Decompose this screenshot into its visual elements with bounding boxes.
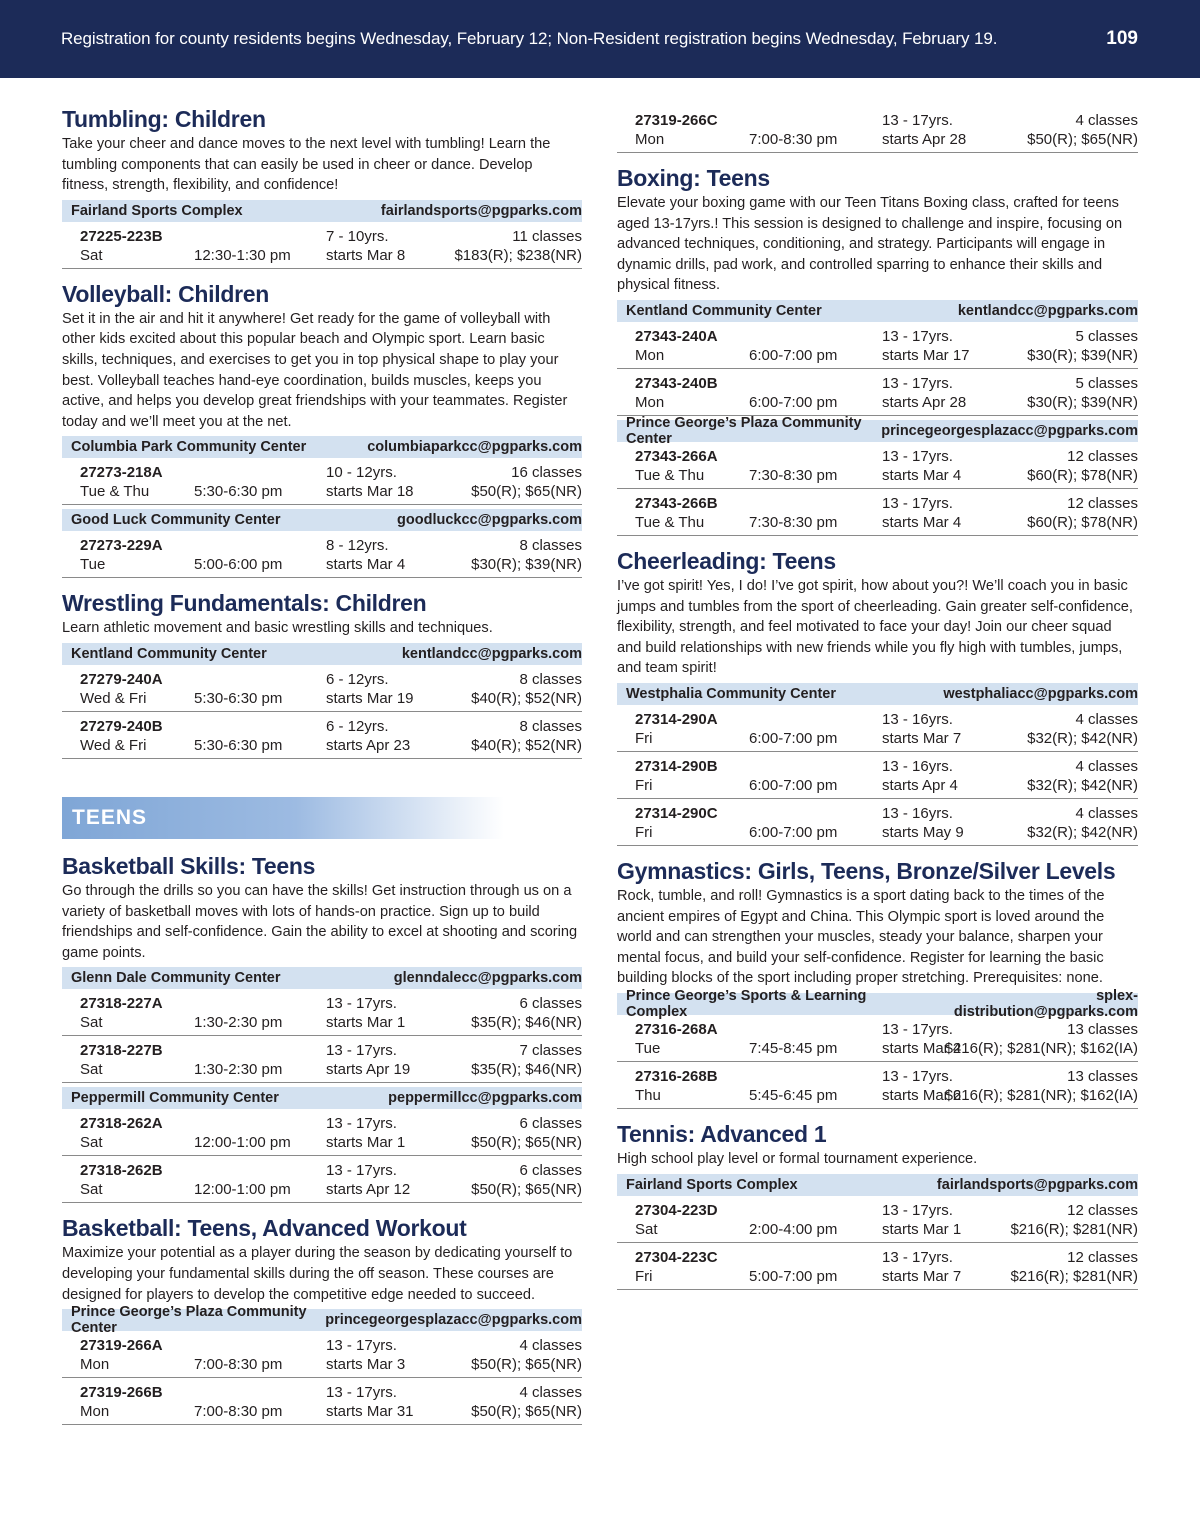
section-tumbling xyxy=(62,104,582,269)
class-row xyxy=(62,665,582,712)
class-day: Sat xyxy=(80,1014,103,1032)
location-name: Westphalia Community Center xyxy=(626,685,837,702)
class-age: 13 - 17yrs. xyxy=(326,1162,397,1180)
class-age: 13 - 17yrs. xyxy=(882,112,953,129)
class-start: starts Mar 8 xyxy=(326,246,406,264)
class-fee: $50(R); $65(NR) xyxy=(471,1134,582,1152)
section-description: Maximize your potential as a player during the season by dedicating yourself to developing your fundamental skills during the off season. These courses are designed for players to develop the competitive edge needed to succeed. xyxy=(62,1245,573,1303)
right-column xyxy=(617,106,1138,1300)
class-start: starts Apr 28 xyxy=(882,131,967,148)
class-day: Mon xyxy=(80,1403,110,1421)
class-row xyxy=(62,1378,582,1425)
location-bar xyxy=(62,1304,582,1337)
class-fee: $30(R); $39(NR) xyxy=(471,556,582,574)
class-code: 27314-290A xyxy=(635,710,718,728)
class-row xyxy=(617,442,1138,489)
class-count: 4 classes xyxy=(519,1337,582,1355)
class-fee: $216(R); $281(NR) xyxy=(1010,1267,1138,1285)
class-time: 7:00-8:30 pm xyxy=(194,1356,283,1374)
class-fee: $50(R); $65(NR) xyxy=(471,483,582,501)
class-code: 27343-240A xyxy=(635,327,718,345)
class-time: 5:00-7:00 pm xyxy=(749,1267,838,1285)
section-title: Basketball: Teens, Advanced Workout xyxy=(62,1215,467,1242)
page-number: 109 xyxy=(1106,28,1138,49)
class-day: Fri xyxy=(635,729,653,747)
class-fee: $60(R); $78(NR) xyxy=(1027,466,1138,484)
class-time: 6:00-7:00 pm xyxy=(749,729,838,747)
class-start: starts Mar 18 xyxy=(326,483,414,501)
class-time: 7:45-8:45 pm xyxy=(749,1039,838,1057)
continued-class-block xyxy=(617,106,1138,153)
class-row xyxy=(617,1015,1138,1062)
class-code: 27314-290C xyxy=(635,804,718,822)
class-age: 7 - 10yrs. xyxy=(326,227,389,245)
location-bar xyxy=(617,300,1138,322)
class-day: Mon xyxy=(635,346,665,364)
location-email[interactable]: splex-distribution@pgparks.com xyxy=(953,987,1138,1020)
class-day: Tue xyxy=(635,1039,661,1057)
section-description: High school play level or formal tournament experience. xyxy=(617,1150,978,1167)
location-name: Peppermill Community Center xyxy=(71,1090,279,1107)
class-time: 6:00-7:00 pm xyxy=(749,346,838,364)
class-code: 27343-266A xyxy=(635,447,718,465)
class-age: 13 - 16yrs. xyxy=(882,710,953,728)
class-age: 10 - 12yrs. xyxy=(326,464,397,482)
class-count: 16 classes xyxy=(511,464,582,482)
class-count: 11 classes xyxy=(512,227,582,245)
class-fee: $35(R); $46(NR) xyxy=(471,1061,582,1079)
class-fee: $50(R); $65(NR) xyxy=(1027,131,1138,148)
location-bar xyxy=(617,987,1138,1020)
class-row xyxy=(62,1036,582,1083)
class-age: 13 - 17yrs. xyxy=(326,1042,397,1060)
class-age: 13 - 17yrs. xyxy=(326,1384,397,1402)
location-bar xyxy=(62,436,582,458)
class-count: 5 classes xyxy=(1075,374,1138,392)
class-count: 4 classes xyxy=(1075,710,1138,728)
class-day: Sat xyxy=(80,1181,103,1199)
section-description: Rock, tumble, and roll! Gymnastics is a sport dating back to the times of the ancient empires of Egypt and China. This Olympic sport is loved around the world and can strengthen your muscles, steady your balance, sharpen your mental focus, and build your self-confidence. Register for learning the basic building blocks of the sport including proper stretching. Prerequisites: none. xyxy=(617,887,1105,987)
class-time: 5:30-6:30 pm xyxy=(194,689,283,707)
location-name: Good Luck Community Center xyxy=(71,512,281,529)
class-time: 12:00-1:00 pm xyxy=(194,1134,291,1152)
class-row xyxy=(617,369,1138,416)
class-start: starts May 9 xyxy=(882,823,964,841)
section-wrestling xyxy=(62,588,582,759)
section-title: Basketball Skills: Teens xyxy=(62,852,316,879)
class-day: Mon xyxy=(635,131,665,148)
class-code: 27273-229A xyxy=(80,537,163,555)
class-fee: $50(R); $65(NR) xyxy=(471,1181,582,1199)
location-email[interactable]: kentlandcc@pgparks.com xyxy=(957,302,1138,319)
section-basketball-skills xyxy=(62,851,582,1203)
section-cheerleading xyxy=(617,546,1138,846)
class-age: 13 - 17yrs. xyxy=(882,1067,953,1085)
class-fee: $32(R); $42(NR) xyxy=(1027,729,1138,747)
class-day: Fri xyxy=(635,1267,653,1285)
class-day: Tue & Thu xyxy=(635,513,705,531)
class-age: 13 - 17yrs. xyxy=(326,1115,397,1133)
registration-notice: Registration for county residents begins Wednesday, February 12; Non-Resident registration begins Wednesday, February 19. xyxy=(61,29,998,48)
section-boxing xyxy=(617,163,1138,536)
class-count: 4 classes xyxy=(1075,112,1138,129)
class-time: 5:30-6:30 pm xyxy=(194,736,283,754)
class-fee: $30(R); $39(NR) xyxy=(1027,346,1138,364)
section-volleyball xyxy=(62,279,582,579)
class-row xyxy=(617,106,1138,153)
class-start: starts Mar 4 xyxy=(882,1039,962,1057)
left-column xyxy=(62,104,582,1435)
location-bar xyxy=(617,414,1138,447)
class-count: 4 classes xyxy=(1075,757,1138,775)
class-count: 8 classes xyxy=(519,717,582,735)
class-code: 27273-218A xyxy=(80,464,163,482)
section-title: Boxing: Teens xyxy=(617,165,770,191)
class-row xyxy=(617,752,1138,799)
class-code: 27318-227B xyxy=(80,1042,163,1060)
section-description: Set it in the air and hit it anywhere! Get ready for the game of volleyball with other kids excited about this popular beach and Olympic sport. Learn basic skills, techniques, and exercises to get you in top physical shape to play your best. Volleyball teaches hand-eye coordination, builds muscles, keeps you active, and helps you develop great friendships with your teammates. Register today and we’ll meet you at the net. xyxy=(62,310,568,430)
location-email[interactable]: goodluckcc@pgparks.com xyxy=(397,512,582,529)
location-email[interactable]: glenndalecc@pgparks.com xyxy=(393,970,582,987)
class-time: 5:45-6:45 pm xyxy=(749,1086,838,1104)
class-age: 13 - 17yrs. xyxy=(882,1248,953,1266)
class-fee: $35(R); $46(NR) xyxy=(471,1014,582,1032)
class-age: 13 - 17yrs. xyxy=(882,327,953,345)
location-email[interactable]: kentlandcc@pgparks.com xyxy=(401,645,582,662)
class-time: 7:30-8:30 pm xyxy=(749,466,838,484)
section-description: Take your cheer and dance moves to the next level with tumbling! Learn the tumbling components that can easily be used in cheer or dance. Develop fitness, strength, flexibility, and confidence! xyxy=(62,136,551,194)
location-email[interactable]: peppermillcc@pgparks.com xyxy=(388,1090,582,1107)
class-time: 5:00-6:00 pm xyxy=(194,556,283,574)
class-fee: $50(R); $65(NR) xyxy=(471,1403,582,1421)
class-row xyxy=(617,489,1138,536)
class-age: 13 - 17yrs. xyxy=(882,1020,953,1038)
class-start: starts Mar 7 xyxy=(882,729,962,747)
class-time: 7:30-8:30 pm xyxy=(749,513,838,531)
class-start: starts Mar 4 xyxy=(882,513,962,531)
class-time: 12:00-1:00 pm xyxy=(194,1181,291,1199)
location-bar xyxy=(62,967,582,989)
class-fee: $216(R); $281(NR); $162(IA) xyxy=(944,1086,1138,1104)
section-title: Gymnastics: Girls, Teens, Bronze/Silver Levels xyxy=(617,857,1116,884)
class-fee: $183(R); $238(NR) xyxy=(454,246,582,264)
section-description: I’ve got spirit! Yes, I do! I’ve got spirit, how about you?! We’ll coach you in basic jumps and tumbles from the sport of cheerleading. Gain greater self-confidence, flexibility, strength, and feel motivated to face your day! Join our cheer squad and build relationships with new friends while you fly high with tumbles, jumps, and team spirit! xyxy=(617,577,1133,677)
class-row xyxy=(62,222,582,269)
class-day: Fri xyxy=(635,823,653,841)
class-start: starts Mar 1 xyxy=(326,1134,406,1152)
class-row xyxy=(617,1243,1138,1290)
location-name: Prince George’s Plaza Community Center xyxy=(71,1304,307,1337)
class-count: 8 classes xyxy=(519,670,582,688)
class-row xyxy=(62,989,582,1036)
class-day: Fri xyxy=(635,776,653,794)
class-age: 13 - 16yrs. xyxy=(882,804,953,822)
class-count: 13 classes xyxy=(1067,1067,1138,1085)
class-code: 27314-290B xyxy=(635,757,718,775)
class-time: 6:00-7:00 pm xyxy=(749,776,838,794)
class-row xyxy=(62,1156,582,1203)
location-name: Kentland Community Center xyxy=(71,645,267,662)
section-title: Tennis: Advanced 1 xyxy=(617,1120,827,1147)
class-start: starts Mar 17 xyxy=(882,346,970,364)
class-day: Tue & Thu xyxy=(635,466,705,484)
class-start: starts Mar 1 xyxy=(882,1220,962,1238)
class-code: 27343-266B xyxy=(635,494,718,512)
section-title: Volleyball: Children xyxy=(62,280,269,307)
class-start: starts Mar 7 xyxy=(882,1267,962,1285)
class-count: 12 classes xyxy=(1067,447,1138,465)
class-row xyxy=(62,712,582,759)
class-age: 13 - 17yrs. xyxy=(882,374,953,392)
class-fee: $40(R); $52(NR) xyxy=(471,736,582,754)
teens-banner: TEENS xyxy=(62,797,582,839)
class-count: 4 classes xyxy=(519,1384,582,1402)
class-code: 27319-266B xyxy=(80,1384,163,1402)
class-start: starts Mar 4 xyxy=(882,466,962,484)
class-code: 27319-266C xyxy=(635,112,718,129)
class-count: 12 classes xyxy=(1067,1248,1138,1266)
section-basketball-advanced xyxy=(62,1213,582,1425)
location-bar xyxy=(62,200,582,222)
class-row xyxy=(617,1196,1138,1243)
class-count: 13 classes xyxy=(1067,1020,1138,1038)
class-start: starts Mar 19 xyxy=(326,689,414,707)
class-day: Sat xyxy=(80,1134,103,1152)
class-time: 6:00-7:00 pm xyxy=(749,393,838,411)
class-fee: $32(R); $42(NR) xyxy=(1027,823,1138,841)
class-day: Mon xyxy=(635,393,665,411)
location-name: Fairland Sports Complex xyxy=(71,202,243,219)
class-code: 27304-223C xyxy=(635,1248,718,1266)
location-email[interactable]: columbiaparkcc@pgparks.com xyxy=(367,439,582,456)
class-time: 2:00-4:00 pm xyxy=(749,1220,838,1238)
class-start: starts Mar 6 xyxy=(882,1086,962,1104)
class-count: 8 classes xyxy=(519,537,582,555)
location-name: Columbia Park Community Center xyxy=(71,439,307,456)
class-row xyxy=(62,458,582,505)
class-row xyxy=(62,1109,582,1156)
class-count: 4 classes xyxy=(1075,804,1138,822)
class-time: 7:00-8:30 pm xyxy=(749,131,838,148)
location-email[interactable]: fairlandsports@pgparks.com xyxy=(936,1176,1138,1193)
class-start: starts Apr 23 xyxy=(326,736,411,754)
class-count: 6 classes xyxy=(519,1162,582,1180)
section-title: Wrestling Fundamentals: Children xyxy=(62,590,427,617)
class-fee: $40(R); $52(NR) xyxy=(471,689,582,707)
class-time: 1:30-2:30 pm xyxy=(194,1014,283,1032)
location-bar xyxy=(617,1174,1138,1196)
location-name: Glenn Dale Community Center xyxy=(71,970,281,987)
location-email[interactable]: princegeorgesplazacc@pgparks.com xyxy=(325,1312,582,1329)
location-bar xyxy=(617,683,1138,705)
section-gymnastics xyxy=(617,856,1138,1109)
class-start: starts Apr 12 xyxy=(326,1181,411,1199)
section-description: Elevate your boxing game with our Teen Titans Boxing class, crafted for teens aged 13-17yrs.! This session is designed to challenge and inspire, focusing on advanced techniques, conditioning, and strategy. Participants will engage in dynamic drills, pad work, and controlled sparring to enhance their skills and physical fitness. xyxy=(617,195,1123,294)
class-row xyxy=(617,705,1138,752)
class-start: starts Mar 1 xyxy=(326,1014,406,1032)
class-age: 13 - 17yrs. xyxy=(326,1337,397,1355)
class-row xyxy=(617,1062,1138,1109)
class-count: 5 classes xyxy=(1075,327,1138,345)
location-email[interactable]: fairlandsports@pgparks.com xyxy=(380,202,582,219)
class-start: starts Apr 28 xyxy=(882,393,967,411)
class-day: Wed & Fri xyxy=(80,689,147,707)
location-name: Kentland Community Center xyxy=(626,302,822,319)
class-start: starts Mar 4 xyxy=(326,556,406,574)
header-bar xyxy=(0,0,1200,78)
class-age: 6 - 12yrs. xyxy=(326,670,389,688)
class-fee: $216(R); $281(NR) xyxy=(1010,1220,1138,1238)
class-day: Sat xyxy=(635,1220,658,1238)
class-count: 12 classes xyxy=(1067,494,1138,512)
section-title: Tumbling: Children xyxy=(62,106,266,132)
class-start: starts Mar 3 xyxy=(326,1356,406,1374)
class-row xyxy=(62,1331,582,1378)
class-row xyxy=(62,531,582,578)
class-code: 27319-266A xyxy=(80,1337,163,1355)
class-start: starts Apr 4 xyxy=(882,776,958,794)
class-code: 27225-223B xyxy=(80,227,163,245)
class-count: 6 classes xyxy=(519,995,582,1013)
section-title: Cheerleading: Teens xyxy=(617,547,836,574)
class-age: 8 - 12yrs. xyxy=(326,537,389,555)
class-age: 13 - 16yrs. xyxy=(882,757,953,775)
class-time: 7:00-8:30 pm xyxy=(194,1403,283,1421)
class-row xyxy=(617,322,1138,369)
location-name: Prince George’s Sports & Learning Complex xyxy=(626,987,867,1020)
class-day: Wed & Fri xyxy=(80,736,147,754)
class-age: 13 - 17yrs. xyxy=(882,447,953,465)
class-day: Thu xyxy=(635,1086,661,1104)
class-count: 12 classes xyxy=(1067,1201,1138,1219)
class-count: 7 classes xyxy=(519,1042,582,1060)
class-row xyxy=(617,799,1138,846)
location-bar xyxy=(62,1087,582,1109)
class-time: 1:30-2:30 pm xyxy=(194,1061,283,1079)
class-fee: $60(R); $78(NR) xyxy=(1027,513,1138,531)
class-fee: $30(R); $39(NR) xyxy=(1027,393,1138,411)
location-name: Prince George’s Plaza Community Center xyxy=(626,414,862,447)
class-code: 27316-268A xyxy=(635,1020,718,1038)
class-time: 6:00-7:00 pm xyxy=(749,823,838,841)
section-description: Learn athletic movement and basic wrestling skills and techniques. xyxy=(62,620,493,637)
section-tennis xyxy=(617,1119,1138,1290)
class-age: 13 - 17yrs. xyxy=(882,494,953,512)
class-code: 27318-227A xyxy=(80,995,163,1013)
class-code: 27318-262B xyxy=(80,1162,163,1180)
class-age: 6 - 12yrs. xyxy=(326,717,389,735)
class-day: Tue xyxy=(80,556,106,574)
class-day: Tue & Thu xyxy=(80,483,150,501)
class-code: 27316-268B xyxy=(635,1067,718,1085)
location-email[interactable]: westphaliacc@pgparks.com xyxy=(943,685,1138,702)
class-fee: $216(R); $281(NR); $162(IA) xyxy=(944,1039,1138,1057)
class-age: 13 - 17yrs. xyxy=(882,1201,953,1219)
location-bar xyxy=(62,509,582,531)
class-start: starts Mar 31 xyxy=(326,1403,414,1421)
class-code: 27279-240A xyxy=(80,670,163,688)
class-code: 27343-240B xyxy=(635,374,718,392)
class-day: Mon xyxy=(80,1356,110,1374)
class-age: 13 - 17yrs. xyxy=(326,995,397,1013)
class-fee: $50(R); $65(NR) xyxy=(471,1356,582,1374)
location-bar xyxy=(62,643,582,665)
location-name: Fairland Sports Complex xyxy=(626,1176,798,1193)
class-fee: $32(R); $42(NR) xyxy=(1027,776,1138,794)
class-code: 27304-223D xyxy=(635,1201,718,1219)
class-day: Sat xyxy=(80,1061,103,1079)
class-count: 6 classes xyxy=(519,1115,582,1133)
class-time: 12:30-1:30 pm xyxy=(194,246,291,264)
class-time: 5:30-6:30 pm xyxy=(194,483,283,501)
class-start: starts Apr 19 xyxy=(326,1061,411,1079)
class-code: 27279-240B xyxy=(80,717,163,735)
location-email[interactable]: princegeorgesplazacc@pgparks.com xyxy=(881,422,1138,439)
class-code: 27318-262A xyxy=(80,1115,163,1133)
class-day: Sat xyxy=(80,246,103,264)
section-description: Go through the drills so you can have the skills! Get instruction through us on a variety of basketball moves with lots of hands-on practice. Sign up to build friendships and self-confidence. Gain the ability to excel at shooting and scoring game points. xyxy=(62,882,578,961)
